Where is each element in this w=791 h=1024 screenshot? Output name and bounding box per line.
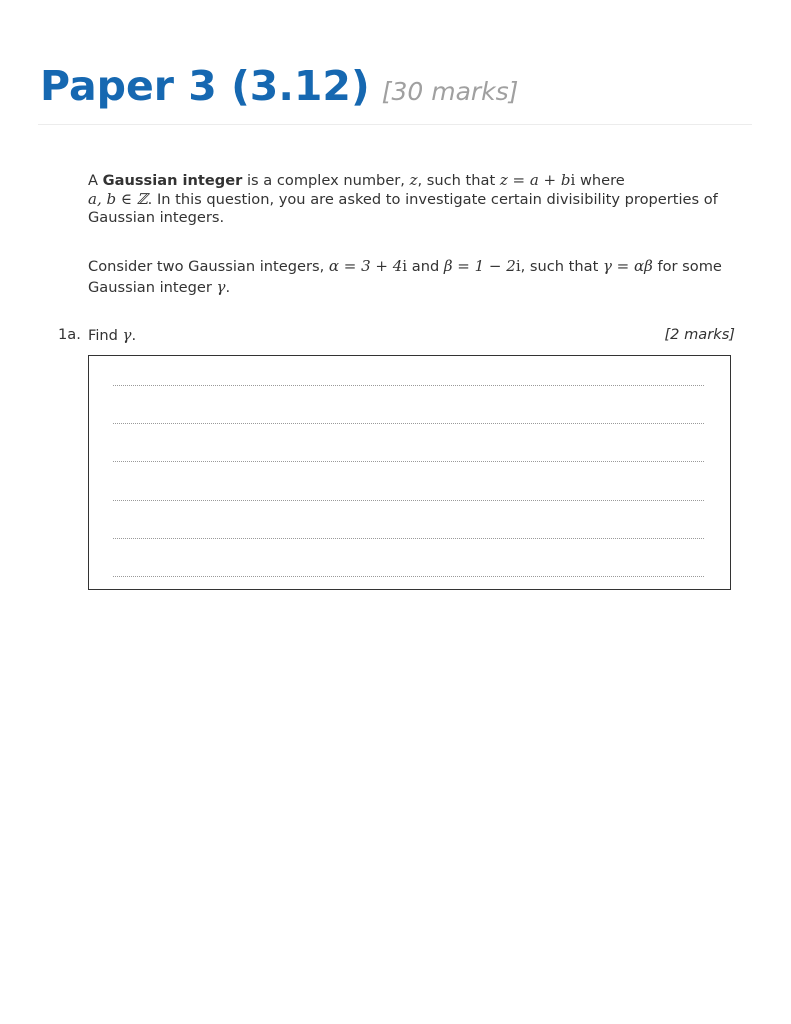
intro-text-mid: is a complex number, xyxy=(242,172,410,189)
math-gamma: γ xyxy=(122,326,132,344)
question-number: 1a. xyxy=(58,326,81,343)
page-title: Paper 3 (3.12) xyxy=(40,62,370,110)
intro-text-start: A xyxy=(88,172,103,189)
math-alpha-value: α = 3 + 4 xyxy=(328,257,403,275)
consider-text-and: and xyxy=(407,258,444,275)
consider-text-such-that: , such that xyxy=(520,258,603,275)
answer-line[interactable] xyxy=(113,385,704,386)
math-beta-value: β = 1 − 2 xyxy=(443,257,516,275)
question-text xyxy=(88,326,136,344)
math-imaginary-unit: i xyxy=(570,171,576,189)
intro-paragraph xyxy=(88,171,736,227)
answer-line[interactable] xyxy=(113,461,704,462)
math-beta-definition xyxy=(444,257,521,275)
math-ab-in-integers: a, b ∈ ℤ xyxy=(88,190,148,208)
math-z-definition-lhs: z = a + b xyxy=(499,171,571,189)
answer-line[interactable] xyxy=(113,423,704,424)
intro-text-such-that: , such that xyxy=(417,172,500,189)
question-end-text: . xyxy=(131,327,137,344)
consider-text-end: . xyxy=(225,279,231,296)
question-marks: [2 marks] xyxy=(664,326,735,343)
math-gamma-definition: γ = αβ xyxy=(602,257,653,275)
question-find-text: Find xyxy=(88,327,123,344)
consider-text-start: Consider two Gaussian integers, xyxy=(88,258,329,275)
page-header xyxy=(40,62,518,110)
total-marks: [30 marks] xyxy=(381,77,519,106)
intro-text-where: where xyxy=(575,172,625,189)
consider-text-for: for some Gaussian integer xyxy=(88,258,722,296)
math-imaginary-unit: i xyxy=(402,257,408,275)
term-gaussian-integer: Gaussian integer xyxy=(102,172,243,189)
consider-paragraph xyxy=(88,256,736,298)
answer-line[interactable] xyxy=(113,538,704,539)
math-z-definition xyxy=(500,171,575,189)
intro-text-end: . In this question, you are asked to investigate certain divisibility properties of Gaussian integers. xyxy=(88,191,718,226)
math-alpha-definition xyxy=(329,257,407,275)
math-imaginary-unit: i xyxy=(515,257,521,275)
answer-line[interactable] xyxy=(113,500,704,501)
header-divider xyxy=(38,124,752,125)
math-z: z xyxy=(409,171,418,189)
math-gamma: γ xyxy=(216,278,226,296)
answer-box[interactable] xyxy=(88,355,731,590)
answer-line[interactable] xyxy=(113,576,704,577)
